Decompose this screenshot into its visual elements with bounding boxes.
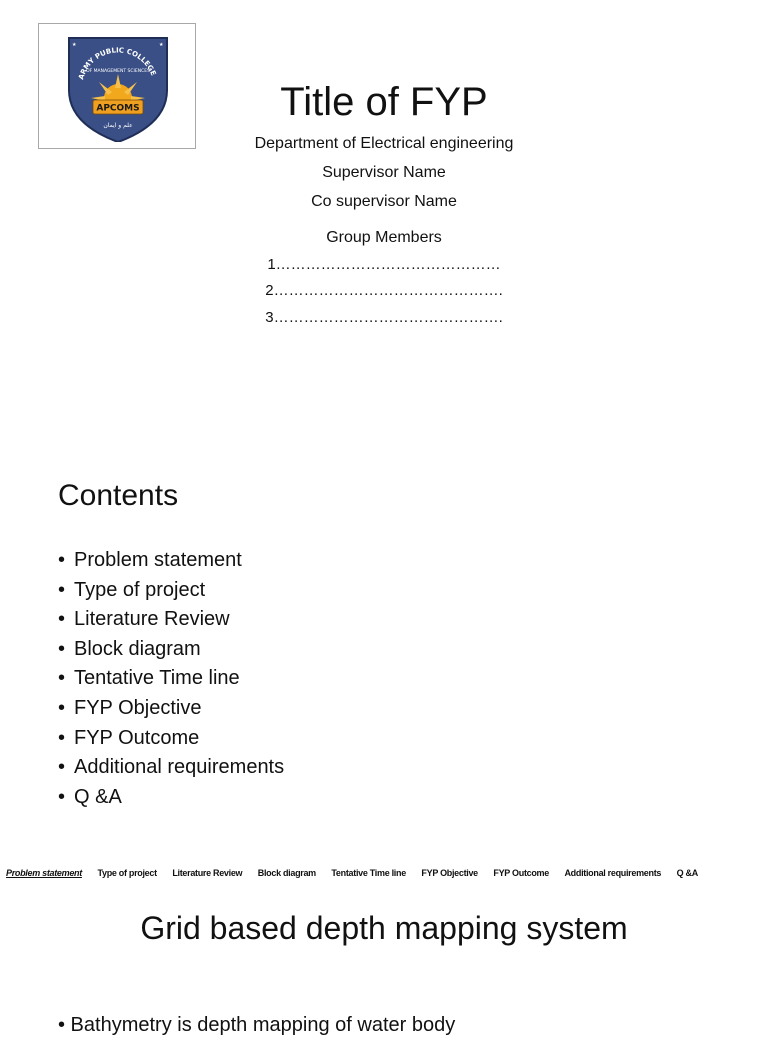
logo-sub-text: OF MANAGEMENT SCIENCES	[86, 69, 150, 74]
bullet-icon: •	[58, 608, 66, 631]
contents-item-label: Type of project	[74, 578, 206, 601]
group-member-2: 2……………………………………….	[265, 282, 503, 299]
list-item	[58, 753, 284, 783]
contents-item-label: Tentative Time line	[74, 667, 240, 690]
section-nav-bar	[6, 867, 766, 879]
slide3-title: Grid based depth mapping system	[140, 910, 628, 946]
group-member-1: 1………………………………………	[267, 256, 501, 273]
bullet-icon: •	[58, 756, 66, 779]
nav-link-additional-requirements[interactable]: Additional requirements	[564, 868, 662, 878]
contents-item-label: Problem statement	[74, 549, 242, 571]
bullet-icon: •	[58, 578, 66, 601]
nav-link-literature-review[interactable]: Literature Review	[172, 868, 243, 878]
list-item	[58, 635, 284, 665]
bullet-icon: •	[58, 549, 66, 571]
nav-link-block-diagram[interactable]: Block diagram	[257, 868, 316, 878]
bullet-icon: •	[58, 696, 66, 719]
co-supervisor-name: Co supervisor Name	[311, 193, 457, 210]
contents-list	[58, 546, 284, 812]
bullet-icon: •	[58, 667, 66, 690]
list-item	[58, 724, 284, 754]
svg-text:★: ★	[72, 42, 77, 48]
contents-item-label: FYP Objective	[74, 696, 202, 719]
group-member-3: 3……………………………………….	[265, 309, 503, 326]
list-item	[58, 546, 284, 576]
slide3-bullet-text: • Bathymetry is depth mapping of water body	[58, 1014, 456, 1036]
nav-link-tentative-time-line[interactable]: Tentative Time line	[331, 868, 406, 878]
contents-item-label: FYP Outcome	[74, 726, 200, 749]
contents-item-label: Literature Review	[74, 608, 230, 631]
supervisor-name: Supervisor Name	[322, 164, 446, 181]
contents-item-label: Q &A	[74, 785, 122, 808]
nav-link-fyp-outcome[interactable]: FYP Outcome	[493, 868, 549, 878]
slide-title: Title of FYP	[280, 80, 488, 124]
bullet-icon: •	[58, 637, 66, 660]
department-name: Department of Electrical engineering	[254, 135, 514, 152]
list-item	[58, 605, 284, 635]
list-item	[58, 783, 284, 813]
logo-motto-text: علم و ایمان	[103, 122, 133, 129]
nav-link-type-of-project[interactable]: Type of project	[97, 868, 157, 878]
contents-item-label: Additional requirements	[74, 756, 285, 779]
list-item	[58, 694, 284, 724]
logo-arc-text: ARMY PUBLIC COLLEGE	[77, 46, 158, 81]
contents-item-label: Block diagram	[74, 637, 201, 660]
nav-link-q-and-a[interactable]: Q &A	[676, 868, 698, 878]
nav-link-problem-statement[interactable]: Problem statement	[6, 868, 82, 878]
list-item	[58, 576, 284, 606]
svg-text:★: ★	[159, 42, 164, 48]
group-members-label: Group Members	[326, 229, 442, 246]
contents-title: Contents	[58, 479, 179, 512]
logo-badge-text: APCOMS	[96, 103, 140, 114]
bullet-icon: •	[58, 726, 66, 749]
list-item	[58, 664, 284, 694]
bullet-icon: •	[58, 785, 66, 808]
nav-link-fyp-objective[interactable]: FYP Objective	[421, 868, 478, 878]
